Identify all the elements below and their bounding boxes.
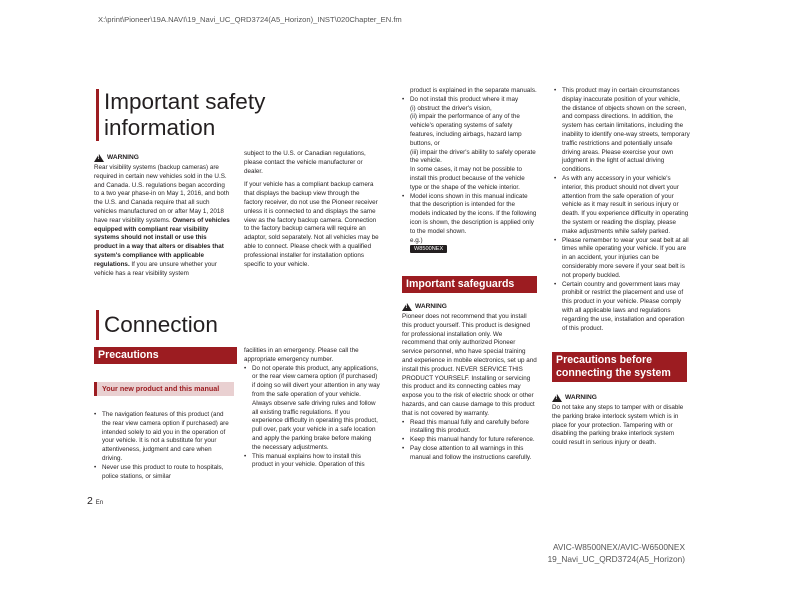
connection-col2-lead: facilities in an emergency. Please call the appropriate emergency number. <box>244 347 359 363</box>
list-item: • Please remember to wear your seat belt at all times while operating your vehicle. If you are in an accident, your injuries can be considerably more severe if your seat belt is not properly buckled. <box>554 237 690 281</box>
safety-paragraph <box>94 164 231 278</box>
model-tag: W8500NEX <box>410 245 447 253</box>
list-item: • Read this manual fully and carefully before installing this product. <box>402 419 537 437</box>
warning-label: WARNING <box>107 154 139 161</box>
safety-text: Rear visibility systems (backup cameras) are required in certain new vehicles sold in the U.S. and Canada. U.S. regulations began according to a two year phase-in on May 1, 2016, and both the U.S. and Canada require that all such vehicles manufactured on or after May 1, 2018 have rear visibility systems. <box>94 164 230 224</box>
list-item: • The navigation features of this product (and the rear view camera option if purchased) are intended solely to aid you in the operation of your vehicle. It is not a substitute for your attentiveness, judgment and care when driving. <box>94 411 231 464</box>
connection-title <box>96 310 244 340</box>
list-item: • Model icons shown in this manual indicate that the description is intended for the models indicated by the icons. If the following icon is shown, the description is applied only to the model shown. e.g.) W8500NEX <box>402 193 537 255</box>
warning-icon <box>94 154 104 162</box>
list-item: • Pay close attention to all warnings in this manual and follow the instructions carefully. <box>402 445 537 463</box>
safety-col2 <box>244 150 380 269</box>
safety-text-tail: If you are unsure whether your vehicle has a rear visibility system <box>94 260 217 277</box>
list-item: • Do not install this product where it may (i) obstruct the driver's vision, (ii) impair the performance of any of the vehicle's operating systems of safety features, including airbags, hazard lamp buttons, or (iii) impair the driver's ability to safely operate the vehicle. In some cases, it may not be possible to install this product because of the vehicle type or the shape of the vehicle interior. <box>402 96 537 193</box>
model-names: AVIC-W8500NEX/AVIC-W6500NEX <box>552 542 685 552</box>
connection-col2 <box>244 347 380 470</box>
precautions-before-connecting-heading: Precautions before connecting the system <box>552 352 687 382</box>
warning-heading <box>94 153 231 163</box>
connecting-warning-block <box>552 393 688 448</box>
safety-warning-block <box>94 153 231 278</box>
list-item: • Never use this product to route to hospitals, police stations, or similar <box>94 464 231 482</box>
column-3 <box>402 87 537 254</box>
col3-lead: product is explained in the separate manuals. <box>410 87 537 94</box>
list-item: • Do not operate this product, any applications, or the rear view camera option (if purchased) if doing so will divert your attention in any way from the safe operation of your vehicle. Always observe safe driving rules and follow all existing traffic regulations. If you experience difficulty in operating this product, pull over, park your vehicle in a safe location and apply the parking brake before making the necessary adjustments. <box>244 365 380 453</box>
safeguards-block <box>402 302 537 463</box>
list-item: • This product may in certain circumstances display inaccurate position of your vehicle, the distance of objects shown on the screen, and compass directions. In addition, the system has certain limitations, including the inability to identify one-way streets, temporary traffic restrictions and potentially unsafe driving areas. Please exercise your own judgment in the light of actual driving conditions. <box>554 87 690 175</box>
list-item: • Certain country and government laws may prohibit or restrict the placement and use of this product in your vehicle. Please comply with all applicable laws and regulations regarding the use, installation and operation of this product. <box>554 281 690 334</box>
safety-title-line1: Important safety <box>104 89 266 114</box>
warning-icon <box>552 394 562 402</box>
list-item: • As with any accessory in your vehicle's interior, this product should not divert your attention from the safe operation of your vehicle as it may result in serious injury or death. If you experience difficulty in operating the system or reading the display, please make adjustments while safely parked. <box>554 175 690 237</box>
safety-col2-para2: If your vehicle has a compliant backup camera that displays the backup view through the factory receiver, do not use the Pioneer receiver unless it is connected to and displays the same view as the factory backup camera. Connection to the factory backup camera will require an adaptor, sold separately. Not all vehicles may be able to connect. Please check with a qualified professional installer for installation options specific to your vehicle. <box>244 181 379 268</box>
warning-heading: ! WARNING <box>402 302 537 312</box>
precautions-heading: Precautions <box>94 347 237 364</box>
column-4 <box>554 87 690 333</box>
safety-col2-para1: subject to the U.S. or Canadian regulations, please contact the vehicle manufacturer or dealer. <box>244 150 366 175</box>
safety-title <box>96 89 294 141</box>
connecting-warning-text: Do not take any steps to tamper with or disable the parking brake interlock system which is in place for your protection. Tampering with or disabling the parking brake interlock system could result in serious injury or death. <box>552 404 684 447</box>
safety-title-line2: information <box>104 115 216 140</box>
list-item: • This manual explains how to install this product in your vehicle. Operation of this <box>244 453 380 471</box>
list-item: • Keep this manual handy for future reference. <box>402 436 537 445</box>
footer-models <box>548 541 685 565</box>
doc-code: 19_Navi_UC_QRD3724(A5_Horizon) <box>547 554 685 564</box>
product-manual-subheading: Your new product and this manual <box>94 382 234 396</box>
file-path: X:\print\Pioneer\19A.NAVI\19_Navi_UC_QRD3724(A5_Horizon)_INST\020Chapter_EN.fm <box>98 15 402 24</box>
safeguards-warning-text: Pioneer does not recommend that you install this product yourself. This product is designed for professional installation only. We recommend that only authorized Pioneer service personnel, who have special training and experience in mobile electronics, set up and install this product. NEVER SERVICE THIS PRODUCT YOURSELF. Installing or servicing this product and its connecting cables may expose you to the risk of electric shock or other hazards, and can cause damage to this product that is not covered by warranty. <box>402 313 537 417</box>
warning-icon <box>402 303 412 311</box>
page-number: 2 En <box>87 495 104 507</box>
important-safeguards-heading: Important safeguards <box>402 276 537 293</box>
warning-heading: ! WARNING <box>552 393 688 403</box>
safety-bold-text: Owners of vehicles equipped with compliant rear visibility systems should not install or use this product in a way that alters or disables that system's compliance with applicable regulations. <box>94 216 230 268</box>
connection-title-text: Connection <box>104 312 218 337</box>
connection-col1 <box>94 411 231 481</box>
